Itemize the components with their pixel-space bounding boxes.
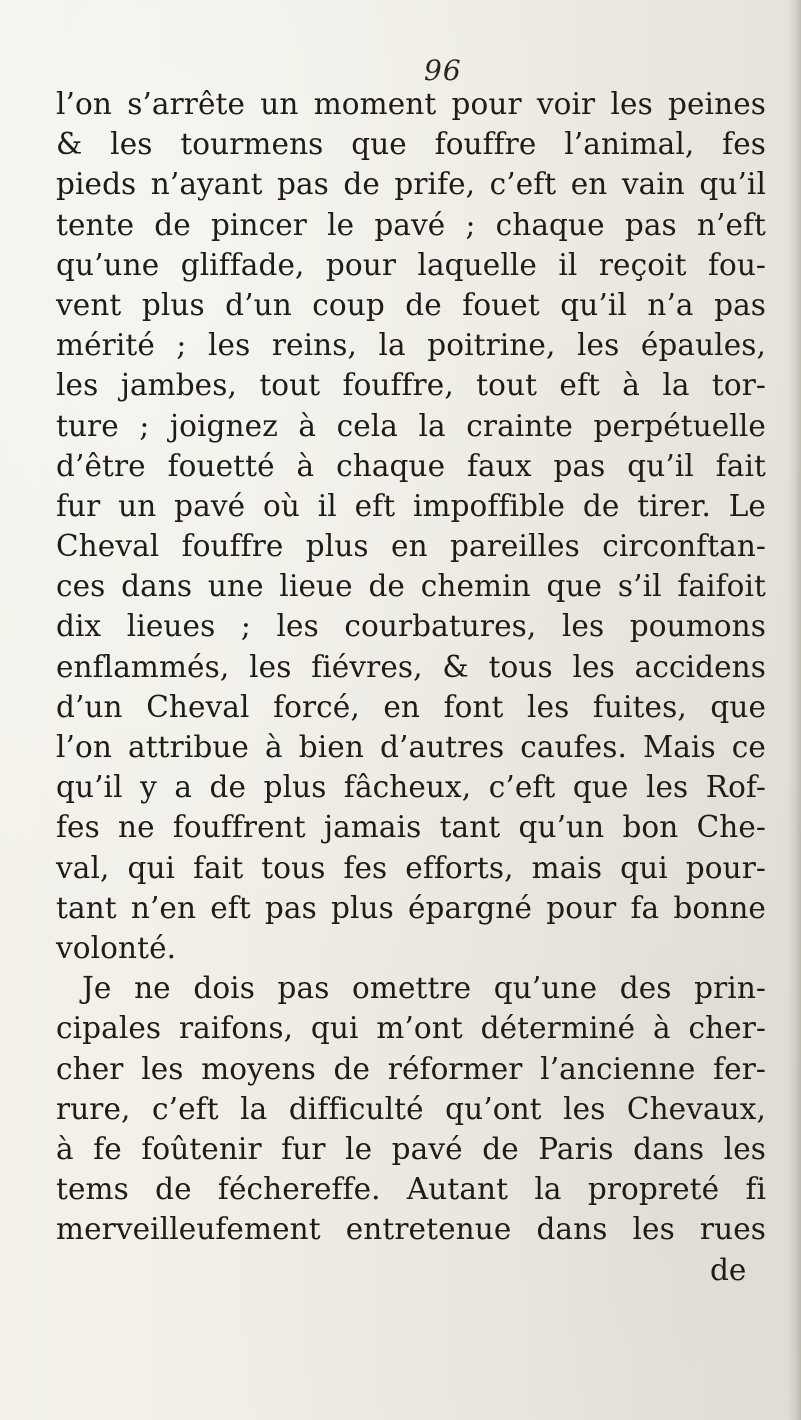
text-line: qu’une gliffade, pour laquelle il reçoit fou- [56, 247, 766, 282]
text-line: les jambes, tout fouffre, tout eft à la tor- [56, 368, 766, 403]
text-line: tant n’en eft pas plus épargné pour fa bonne [56, 890, 766, 925]
text-line: fes ne fouffrent jamais tant qu’un bon Che- [56, 810, 766, 845]
text-line: mérité ; les reins, la poitrine, les épaules, [56, 328, 766, 363]
text-line: à fe foûtenir fur le pavé de Paris dans les [56, 1131, 766, 1166]
text-line: d’être fouetté à chaque faux pas qu’il fait [56, 448, 766, 483]
text-line: rure, c’eft la difficulté qu’ont les Chevaux, [56, 1091, 766, 1126]
text-line: tente de pincer le pavé ; chaque pas n’eft [56, 207, 766, 242]
text-line: enflammés, les fiévres, & tous les accidens [56, 649, 766, 684]
text-line: pieds n’ayant pas de prife, c’eft en vain qu’il [56, 167, 766, 202]
catchword: de [710, 1253, 747, 1287]
text-line: Cheval fouffre plus en pareilles circonftan- [56, 529, 766, 564]
page-number: 96 [424, 54, 462, 87]
text-line: cipales raifons, qui m’ont déterminé à cher- [56, 1011, 766, 1046]
text-line: ces dans une lieue de chemin que s’il faifoit [56, 569, 766, 604]
text-line: ture ; joignez à cela la crainte perpétuelle [56, 408, 766, 443]
body-text [56, 84, 766, 1249]
text-line: d’un Cheval forcé, en font les fuites, que [56, 689, 766, 724]
text-line: l’on attribue à bien d’autres caufes. Mais ce [56, 730, 766, 764]
text-line: fur un pavé où il eft impoffible de tirer. Le [56, 488, 766, 523]
text-line: l’on s’arrête un moment pour voir les peines [56, 87, 766, 121]
text-line: merveilleufement entretenue dans les rues [56, 1212, 766, 1247]
text-line: tems de féchereffe. Autant la propreté fi [56, 1172, 766, 1207]
text-line: dix lieues ; les courbatures, les poumons [56, 609, 766, 644]
text-line-paragraph-start: Je ne dois pas omettre qu’une des prin- [82, 971, 766, 1006]
text-line: val, qui fait tous fes efforts, mais qui pour- [56, 850, 766, 885]
page-binding-edge [787, 0, 801, 1420]
text-line-paragraph-end: volonté. [56, 930, 177, 965]
text-line: & les tourmens que fouffre l’animal, fes [56, 127, 766, 162]
text-line: vent plus d’un coup de fouet qu’il n’a pas [56, 287, 766, 322]
text-line: qu’il y a de plus fâcheux, c’eft que les Rof- [56, 770, 766, 805]
text-line: cher les moyens de réformer l’ancienne fer- [56, 1051, 766, 1086]
